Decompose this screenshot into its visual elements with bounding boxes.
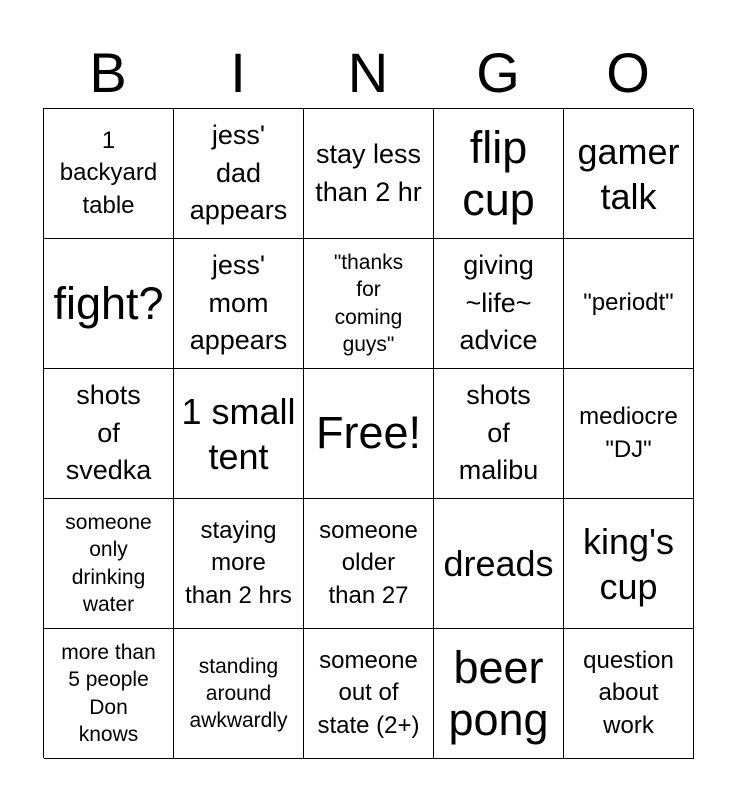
bingo-cell[interactable]: mediocre "DJ" xyxy=(564,369,694,499)
bingo-cell[interactable]: "periodt" xyxy=(564,239,694,369)
bingo-header xyxy=(43,38,693,108)
header-letter-g: G xyxy=(476,41,520,104)
bingo-cell[interactable]: staying more than 2 hrs xyxy=(174,499,304,629)
bingo-cell[interactable]: giving ~life~ advice xyxy=(434,239,564,369)
bingo-cell[interactable]: someone out of state (2+) xyxy=(304,629,434,759)
bingo-cell[interactable]: jess' mom appears xyxy=(174,239,304,369)
bingo-cell[interactable]: more than 5 people Don knows xyxy=(44,629,174,759)
bingo-cell[interactable]: king's cup xyxy=(564,499,694,629)
bingo-cell[interactable]: "thanks for coming guys" xyxy=(304,239,434,369)
bingo-cell[interactable]: shots of malibu xyxy=(434,369,564,499)
header-letter-i: I xyxy=(230,41,246,104)
bingo-cell[interactable]: 1 backyard table xyxy=(44,109,174,239)
header-letter-b: B xyxy=(89,41,127,104)
bingo-cell[interactable]: someone only drinking water xyxy=(44,499,174,629)
bingo-cell[interactable]: stay less than 2 hr xyxy=(304,109,434,239)
bingo-cell[interactable]: fight? xyxy=(44,239,174,369)
free-space-cell[interactable]: Free! xyxy=(304,369,434,499)
bingo-cell[interactable]: question about work xyxy=(564,629,694,759)
bingo-cell[interactable]: dreads xyxy=(434,499,564,629)
bingo-cell[interactable]: 1 small tent xyxy=(174,369,304,499)
bingo-cell[interactable]: flip cup xyxy=(434,109,564,239)
header-letter-o: O xyxy=(606,41,650,104)
bingo-board xyxy=(43,108,693,758)
bingo-cell[interactable]: gamer talk xyxy=(564,109,694,239)
bingo-cell[interactable]: jess' dad appears xyxy=(174,109,304,239)
bingo-cell[interactable]: beer pong xyxy=(434,629,564,759)
bingo-cell[interactable]: standing around awkwardly xyxy=(174,629,304,759)
header-letter-n: N xyxy=(347,41,389,104)
bingo-cell[interactable]: shots of svedka xyxy=(44,369,174,499)
bingo-cell[interactable]: someone older than 27 xyxy=(304,499,434,629)
